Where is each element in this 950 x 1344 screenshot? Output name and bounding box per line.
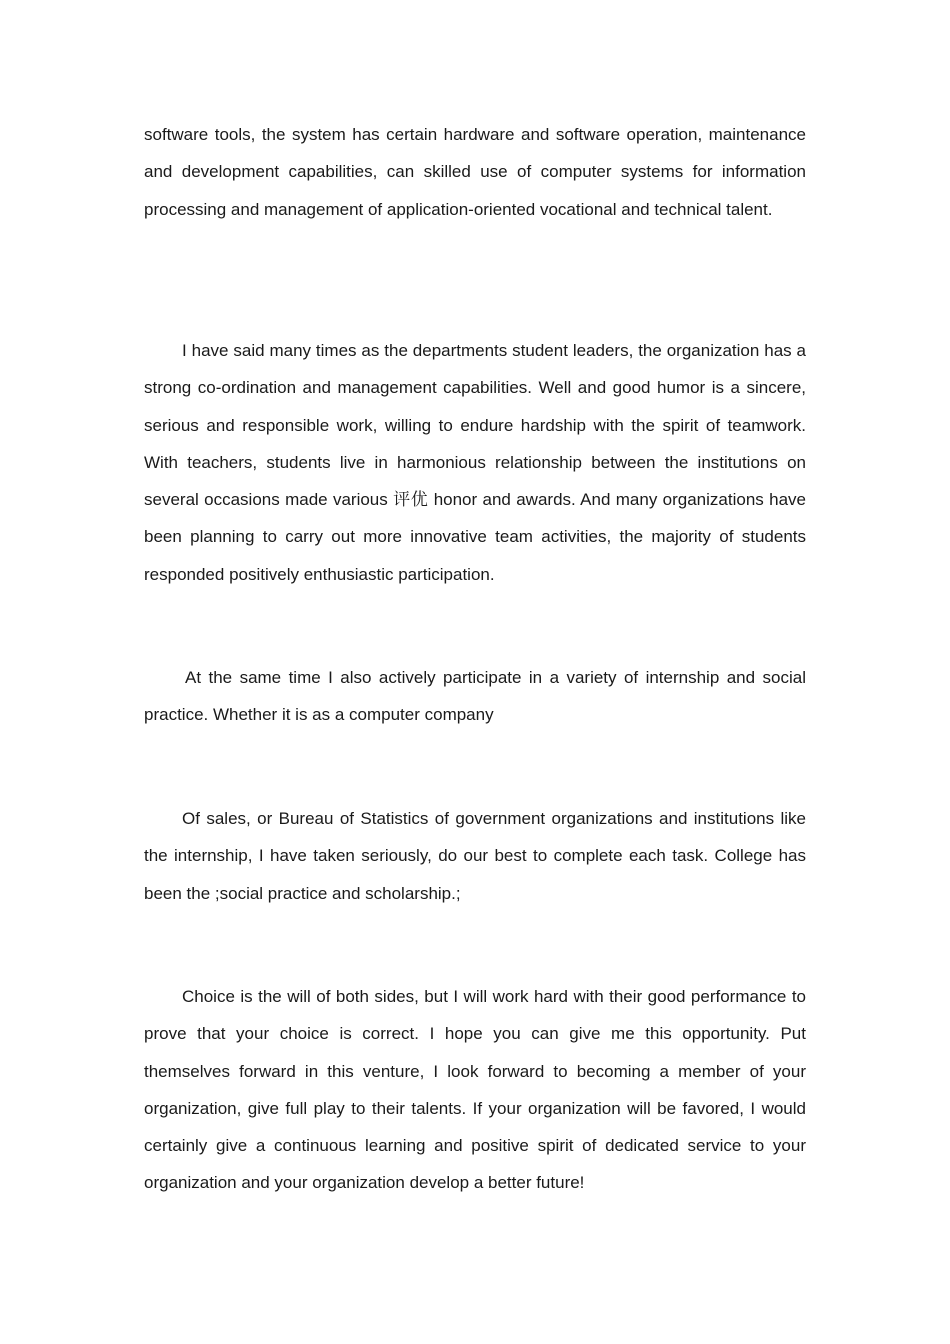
paragraph-continuation: software tools, the system has certain hardware and software operation, maintenance and development capabilities, can skilled use of computer systems for information processing and management of application-oriented vocational and technical talent. xyxy=(144,125,806,219)
paragraph-internship: At the same time I also actively participate in a variety of internship and social practice. Whether it is as a computer company xyxy=(144,668,806,725)
paragraph-closing: Choice is the will of both sides, but I will work hard with their good performance to prove that your choice is correct. I hope you can give me this opportunity. Put themselves forward in this venture, I look forward to becoming a member of your organization, give full play to their talents. If your organization will be favored, I would certainly give a continuous learning and positive spirit of dedicated service to your organization and your organization develop a better future! xyxy=(144,987,806,1193)
paragraph-leadership: I have said many times as the departments student leaders, the organization has a strong co-ordination and management capabilities. Well and good humor is a sincere, serious and responsible work, willing to endure hardship with the spirit of teamwork. With teachers, students live in harmonious relationship between the institutions on several occasions made various 评优 honor and awards. And many organizations have been planning to carry out more innovative team activities, the majority of students responded positively enthusiastic participation. xyxy=(144,341,806,584)
paragraph-sales: Of sales, or Bureau of Statistics of government organizations and institutions like the internship, I have taken seriously, do our best to complete each task. College has been the ;social practice and scholarship.; xyxy=(144,809,806,903)
